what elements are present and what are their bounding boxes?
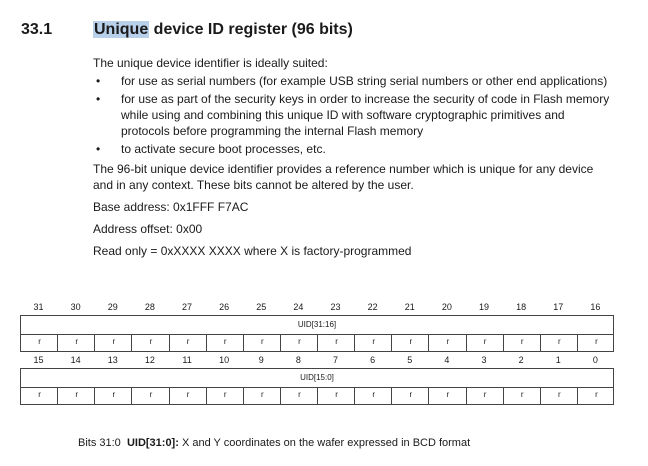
access-cell: r <box>520 390 524 399</box>
access-cell: r <box>298 390 301 399</box>
access-cell: r <box>520 337 524 346</box>
bit-number: 5 <box>407 355 413 365</box>
title-highlight: Unique <box>94 21 149 38</box>
bit-number: 29 <box>107 302 118 312</box>
access-cell: r <box>38 337 41 346</box>
access-cell: r <box>186 337 190 346</box>
bit-number: 24 <box>293 302 304 312</box>
bit-number: 30 <box>70 302 81 312</box>
bullet-icon: • <box>96 142 101 156</box>
address-offset: Address offset: 0x00 <box>93 222 203 236</box>
cell-divider <box>466 335 467 351</box>
access-cell: r <box>446 337 450 346</box>
bit-description: Bits 31:0 UID[31:0]: X and Y coordinates on the wafer expressed in BCD format <box>78 437 471 449</box>
cell-divider <box>169 335 170 351</box>
access-cell: r <box>149 390 153 399</box>
bit-number: 18 <box>516 302 527 312</box>
cell-divider <box>243 388 244 404</box>
cell-divider <box>57 388 58 404</box>
cell-divider <box>57 335 58 351</box>
bit-number: 1 <box>555 355 561 365</box>
section-title <box>93 21 353 39</box>
access-cell: r <box>298 337 301 346</box>
cell-divider <box>540 388 541 404</box>
bit-number: 17 <box>553 302 564 312</box>
list-item: • for use as serial numbers (for example USB string serial numbers or other end applications) <box>96 74 608 88</box>
description-paragraph: The 96-bit unique device identifier provides a reference number which is unique for any device and in any context. These bits cannot be altered by the user. <box>93 162 594 192</box>
lower-bit-numbers <box>20 352 614 368</box>
section-body <box>93 55 613 259</box>
lower-field: UID[15:0] <box>20 368 614 388</box>
access-cell: r <box>446 390 450 399</box>
upper-field: UID[31:16] <box>20 315 614 335</box>
access-cell: r <box>595 390 598 399</box>
cell-divider <box>354 388 355 404</box>
register-diagram <box>20 299 614 405</box>
access-cell: r <box>260 390 264 399</box>
cell-divider <box>131 335 132 351</box>
access-cell: r <box>112 337 116 346</box>
cell-divider <box>206 388 207 404</box>
access-cell: r <box>557 337 561 346</box>
bit-number: 16 <box>590 302 601 312</box>
bit-number: 6 <box>370 355 376 365</box>
cell-divider <box>280 335 281 351</box>
cell-divider <box>169 388 170 404</box>
bit-number: 13 <box>107 355 118 365</box>
access-cell: r <box>112 390 116 399</box>
bit-number: 23 <box>330 302 341 312</box>
lower-access-row <box>20 388 614 405</box>
access-cell: r <box>483 390 487 399</box>
bit-number: 10 <box>219 355 230 365</box>
cell-divider <box>503 388 504 404</box>
bit-number: 15 <box>33 355 44 365</box>
cell-divider <box>577 335 578 351</box>
bit-number: 9 <box>258 355 264 365</box>
bit-number: 3 <box>481 355 487 365</box>
cell-divider <box>280 388 281 404</box>
access-cell: r <box>372 390 376 399</box>
bit-number: 20 <box>441 302 452 312</box>
cell-divider <box>354 335 355 351</box>
cell-divider <box>577 388 578 404</box>
bit-number: 19 <box>479 302 490 312</box>
bit-number: 26 <box>219 302 230 312</box>
cell-divider <box>131 388 132 404</box>
access-cell: r <box>409 337 413 346</box>
cell-divider <box>391 335 392 351</box>
access-cell: r <box>557 390 561 399</box>
cell-divider <box>94 335 95 351</box>
intro-text: The unique device identifier is ideally suited: <box>93 56 328 70</box>
section-number: 33.1 <box>21 21 53 38</box>
bit-number: 8 <box>295 355 301 365</box>
access-cell: r <box>335 390 338 399</box>
bit-number: 21 <box>404 302 415 312</box>
access-cell: r <box>75 337 79 346</box>
cell-divider <box>503 335 504 351</box>
access-cell: r <box>483 337 487 346</box>
access-cell: r <box>38 390 41 399</box>
bit-number: 0 <box>592 355 598 365</box>
bit-number: 27 <box>182 302 193 312</box>
access-cell: r <box>595 337 598 346</box>
bit-number: 14 <box>70 355 81 365</box>
cell-divider <box>317 335 318 351</box>
read-only-note: Read only = 0xXXXX XXXX where X is factory-programmed <box>93 244 412 258</box>
upper-bit-numbers <box>20 299 614 315</box>
bit-number: 31 <box>33 302 44 312</box>
cell-divider <box>243 335 244 351</box>
bit-number: 25 <box>256 302 267 312</box>
cell-divider <box>540 335 541 351</box>
access-cell: r <box>75 390 79 399</box>
list-item: • for use as part of the security keys in order to increase the security of code in Flash memory while using and combining this unique ID with software cryptographic primitives and protocols before programming the internal Flash memory <box>96 92 610 138</box>
cell-divider <box>428 335 429 351</box>
cell-divider <box>391 388 392 404</box>
bit-number: 7 <box>333 355 339 365</box>
access-cell: r <box>335 337 338 346</box>
cell-divider <box>317 388 318 404</box>
access-cell: r <box>260 337 264 346</box>
base-address: Base address: 0x1FFF F7AC <box>93 200 249 214</box>
bullet-icon: • <box>96 92 101 106</box>
list-item: • to activate secure boot processes, etc. <box>96 142 326 156</box>
bit-number: 2 <box>518 355 524 365</box>
access-cell: r <box>409 390 413 399</box>
upper-access-row <box>20 335 614 352</box>
access-cell: r <box>372 337 376 346</box>
bit-number: 11 <box>182 355 192 365</box>
cell-divider <box>466 388 467 404</box>
bullet-icon: • <box>96 74 101 88</box>
bit-number: 22 <box>367 302 378 312</box>
bit-number: 4 <box>444 355 450 365</box>
use-list <box>93 73 613 157</box>
access-cell: r <box>149 337 153 346</box>
title-rest: device ID register (96 bits) <box>149 21 353 38</box>
access-cell: r <box>223 390 227 399</box>
access-cell: r <box>223 337 227 346</box>
cell-divider <box>428 388 429 404</box>
cell-divider <box>94 388 95 404</box>
access-cell: r <box>186 390 190 399</box>
bit-number: 28 <box>144 302 155 312</box>
bit-number: 12 <box>144 355 155 365</box>
cell-divider <box>206 335 207 351</box>
